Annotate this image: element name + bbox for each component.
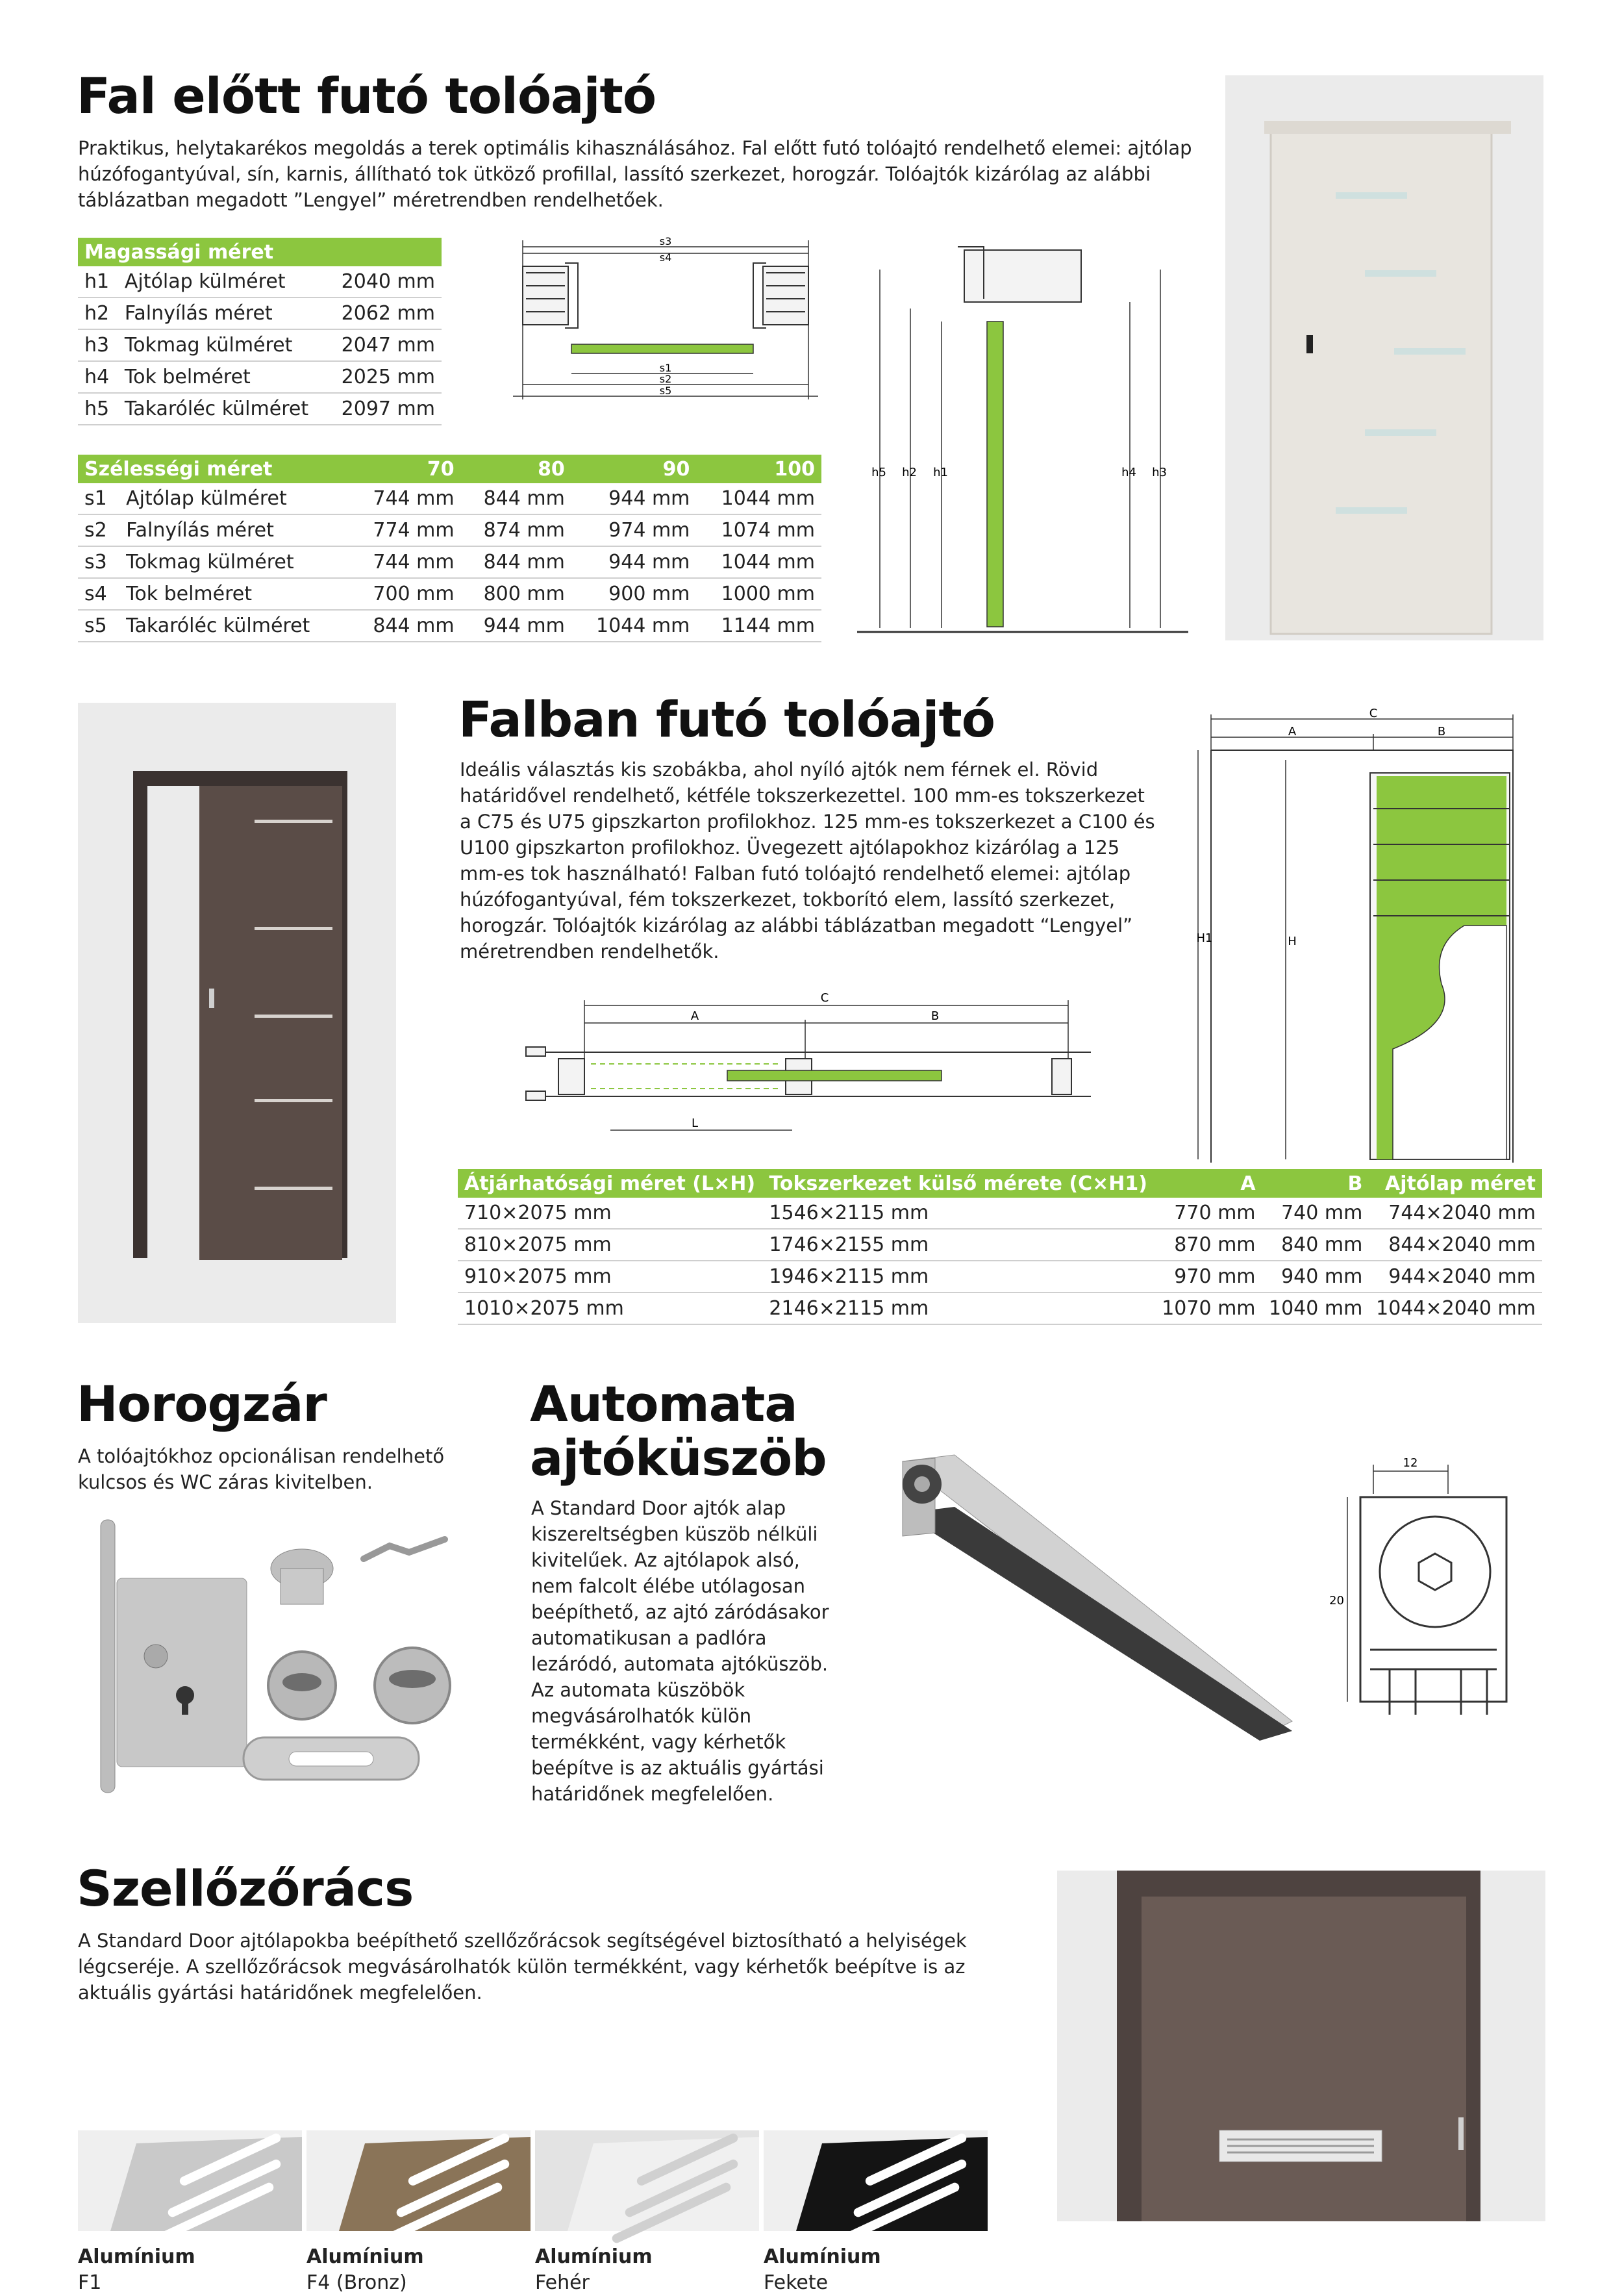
dim-label-h1: h1 <box>933 466 948 479</box>
wall-mount-elevation-diagram <box>851 231 1195 643</box>
dim-label-s2: s2 <box>659 373 672 385</box>
swatch-caption-feher: Alumínium Fehér <box>535 2245 653 2294</box>
dim-label-A: A <box>690 1009 699 1023</box>
wall-mount-plan-diagram <box>506 234 831 422</box>
table-row: 810×2075 mm 1746×2155 mm 870 mm 840 mm 844×2040 mm <box>458 1229 1542 1261</box>
vent-grille-f4-icon <box>306 2130 531 2231</box>
section-body-kuszob: A Standard Door ajtók alap kiszereltségben küszöb nélküli kivitelűek. Az ajtólapok alsó, nem falcolt élébe utólagosan beépíthető, az ajtó záródásakor automatikusan a padlóra lezáródó, automata ajtóküszöb. Az automata küszöbök megvásárolhatók külön termékként, vagy kérhetők beépítve is az aktuális gyártási határidőnek megfelelően. <box>531 1497 829 1805</box>
vent-grille-fekete-icon <box>764 2130 988 2231</box>
dim-label-B: B <box>930 1009 940 1023</box>
section-body-falban: Ideális választás kis szobákba, ahol nyíló ajtók nem férnek el. Rövid határidővel rendelhető, kétféle tokszerkezettel. 100 mm-es tokszerkezet a C75 és U75 gipszkarton profilokhoz. 125 mm-es tokszerkezet a C100 és U100 gipszkarton profilokhoz. Üvegezett ajtólapokhoz kizárólag a 125 mm-es tok használható! Falban futó tolóajtó rendelhető elemei: ajtólap húzófogantyúval, fém tokszerkezet, tokborító elem, lassító szerkezet, horogzár. Tolóajtók kizárólag az alábbi táblázatban megadott “Lengyel” méretrendben rendelhetők. <box>460 759 1155 963</box>
swatch-fekete <box>764 2130 988 2231</box>
pocket-door-table: Átjárhatósági méret (L×H) Tokszerkezet külső mérete (C×H1) A B Ajtólap méret 710×2075 mm 1546×2115 mm 770 mm 740 mm 744×2040 mm 810×2075 mm 1746×2155 mm 870 mm 840 mm 844×2040 mm 910×2075 mm 1946×2115 mm 970 mm 940 mm 944×2040 mm 1010×2075 mm 2146×2115 mm 1070 mm 1040 mm 1044×2040 mm <box>458 1169 1542 1325</box>
dim-label-h5: h5 <box>871 466 886 479</box>
table-row: s1 Ajtólap külméret 744 mm 844 mm 944 mm 1044 mm <box>78 483 821 514</box>
height-table <box>78 238 442 425</box>
section-title-kuszob-2: ajtóküszöb <box>530 1429 827 1487</box>
threshold-product-illustration <box>877 1435 1299 1747</box>
door-illustration <box>78 703 396 1323</box>
door-illustration <box>1225 75 1543 640</box>
table-row: s5 Takaróléc külméret 844 mm 944 mm 1044 mm 1144 mm <box>78 610 821 642</box>
dim-label-s4: s4 <box>659 251 672 264</box>
width-table-header: Szélességi méret <box>78 455 350 483</box>
section-title-szellozo: Szellőzőrács <box>77 1860 414 1917</box>
dim-label-H: H <box>1288 935 1297 948</box>
table-row: s4 Tok belméret 700 mm 800 mm 900 mm 1000 mm <box>78 578 821 610</box>
dim-label-h4: h4 <box>1121 466 1136 479</box>
table-row: s2 Falnyílás méret 774 mm 874 mm 974 mm 1074 mm <box>78 514 821 546</box>
wall-mount-door-photo <box>1225 75 1543 640</box>
section-title-horogzar: Horogzár <box>77 1375 327 1433</box>
table-row: h5 Takaróléc külméret 2097 mm <box>78 393 442 425</box>
swatch-caption-f1: Alumínium F1 <box>78 2245 195 2294</box>
section-title-fal-elott: Fal előtt futó tolóajtó <box>77 67 656 125</box>
vent-grille-f1-icon <box>78 2130 302 2231</box>
hook-lock-parts-illustration <box>71 1507 487 1806</box>
dim-label-H1: H1 <box>1196 931 1213 945</box>
table-row: h1 Ajtólap külméret 2040 mm <box>78 266 442 297</box>
swatch-f1 <box>78 2130 302 2231</box>
section-title-kuszob-1: Automata <box>530 1375 797 1433</box>
dim-label-width: 12 <box>1403 1456 1418 1470</box>
dim-label-C: C <box>820 991 829 1005</box>
width-table: Szélességi méret 70 80 90 100 s1 Ajtólap külméret 744 mm 844 mm 944 mm 1044 mm s2 Falnyílás méret 774 mm 874 mm 974 mm 1074 mm s3 Tokmag külméret 744 mm 844 mm 944 mm 1044 mm s4 Tok belméret 700 mm 800 mm 900 mm 1000 mm s5 Takaróléc külméret 844 mm 944 mm 1044 mm 1144 mm <box>78 455 821 642</box>
section-body-fal-elott: Praktikus, helytakarékos megoldás a terek optimális kihasználásához. Fal előtt futó tolóajtó rendelhető elemei: ajtólap húzófogantyúval, sín, karnis, állítható tok ütköző profillal, lassító szerkezet, horogzár. Tolóajtók kizárólag az alábbi táblázatban megadott ”Lengyel” méretrendben rendelhetőek. <box>78 137 1192 211</box>
swatch-caption-fekete: Alumínium Fekete <box>764 2245 881 2294</box>
pocket-door-plan-diagram <box>519 987 1117 1143</box>
table-row: 910×2075 mm 1946×2115 mm 970 mm 940 mm 944×2040 mm <box>458 1261 1542 1293</box>
vent-door-photo <box>1057 1871 1545 2221</box>
table-row: h4 Tok belméret 2025 mm <box>78 361 442 393</box>
swatch-f4 <box>306 2130 531 2231</box>
pocket-door-photo <box>78 703 396 1323</box>
pocket-door-elevation-diagram <box>1185 707 1523 1172</box>
swatch-feher <box>535 2130 759 2231</box>
dim-label-s5: s5 <box>659 385 672 397</box>
dim-label-C: C <box>1369 707 1378 720</box>
table-row: s3 Tokmag külméret 744 mm 844 mm 944 mm 1044 mm <box>78 546 821 578</box>
dim-label-A: A <box>1288 725 1297 738</box>
height-table-header: Magassági méret <box>78 238 442 266</box>
dim-label-s1: s1 <box>659 362 672 374</box>
section-body-horogzar: A tolóajtókhoz opcionálisan rendelhető kulcsos és WC záras kivitelben. <box>78 1445 445 1493</box>
dim-label-h2: h2 <box>902 466 917 479</box>
dim-label-s3: s3 <box>659 235 672 247</box>
dim-label-B: B <box>1437 725 1446 738</box>
table-row: 710×2075 mm 1546×2115 mm 770 mm 740 mm 744×2040 mm <box>458 1198 1542 1229</box>
swatch-caption-f4: Alumínium F4 (Bronz) <box>306 2245 424 2294</box>
vent-grille-feher-icon <box>535 2130 759 2231</box>
table-row: h3 Tokmag külméret 2047 mm <box>78 329 442 361</box>
dim-label-h3: h3 <box>1152 466 1167 479</box>
dim-label-height: 20 <box>1329 1594 1344 1608</box>
table-row: 1010×2075 mm 2146×2115 mm 1070 mm 1040 mm 1044×2040 mm <box>458 1293 1542 1324</box>
table-row: h2 Falnyílás méret 2062 mm <box>78 297 442 329</box>
section-title-falban: Falban futó tolóajtó <box>458 690 995 748</box>
door-illustration <box>1057 1871 1545 2221</box>
dim-label-L: L <box>691 1116 699 1130</box>
section-body-szellozo: A Standard Door ajtólapokba beépíthető szellőzőrácsok segítségével biztosítható a helyiségek légcseréje. A szellőzőrácsok megvásárolhatók külön termékként, vagy kérhetők beépítve is az aktuális gyártási határidőnek megfelelően. <box>78 1930 967 2004</box>
threshold-section-diagram <box>1331 1455 1526 1741</box>
